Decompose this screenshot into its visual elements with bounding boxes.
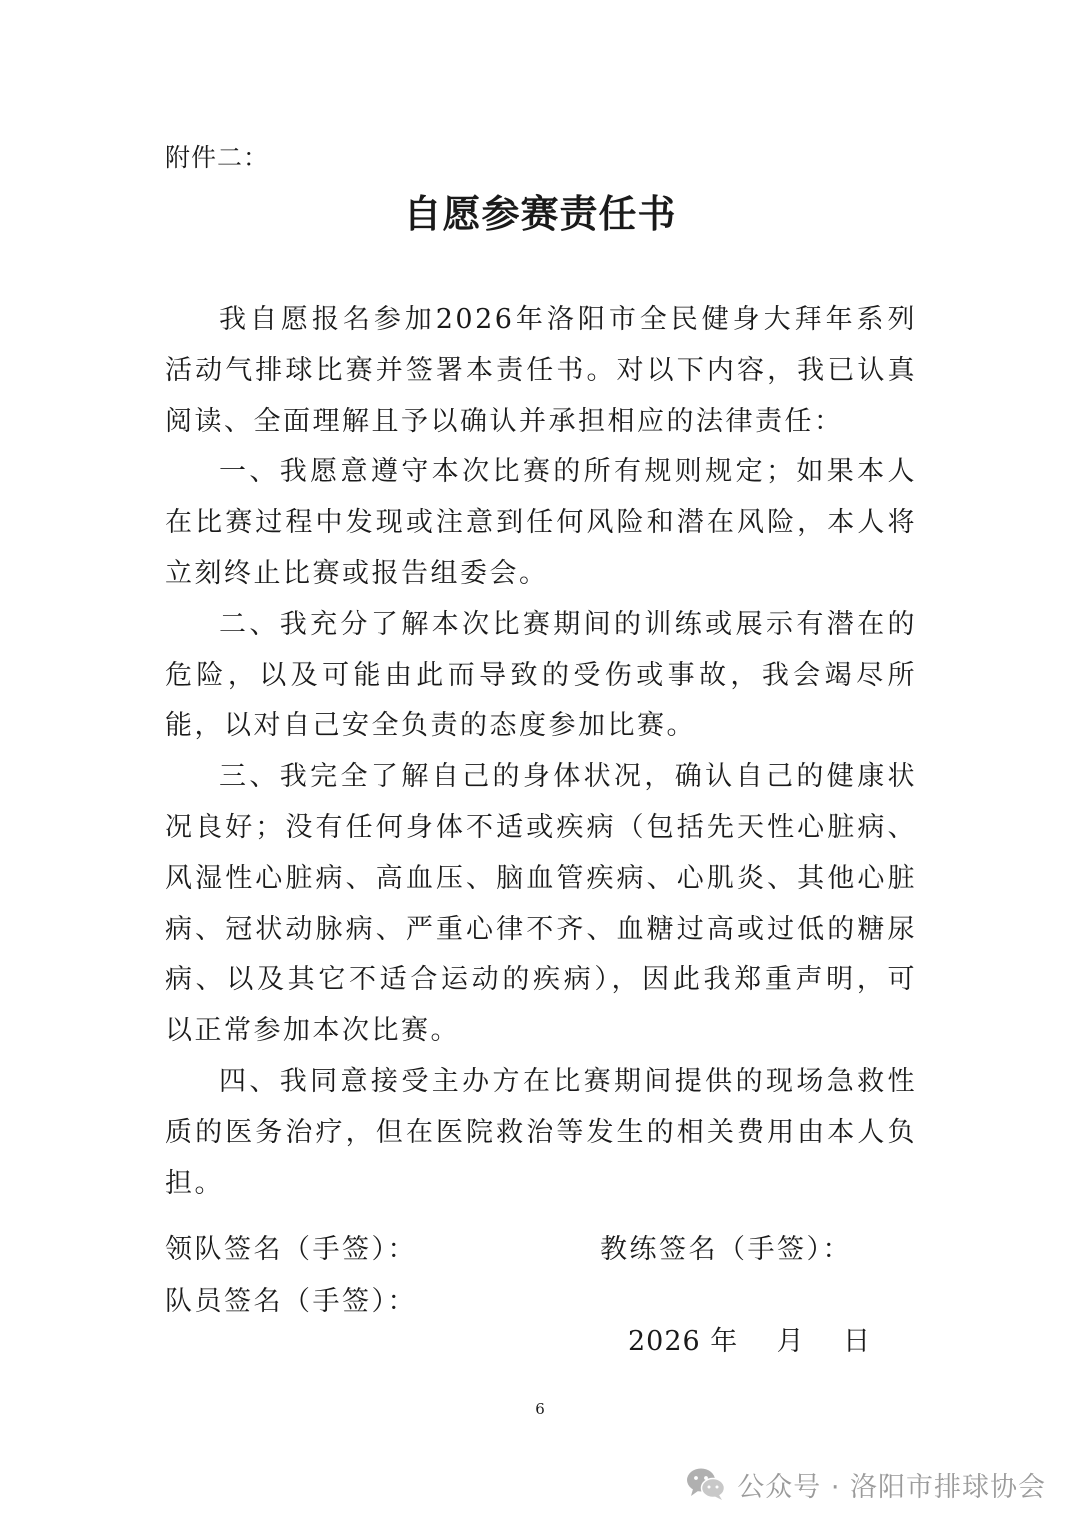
clause-four: 四、我同意接受主办方在比赛期间提供的现场急救性质的医务治疗，但在医院救治等发生的相关费用由本人负担。 [165,1065,917,1199]
player-signature-label: 队员签名（手签）： [165,1286,417,1317]
wechat-watermark [685,1462,1046,1506]
page-number: 6 [535,1400,545,1418]
clause-three: 三、我完全了解自己的身体状况，确认自己的健康状况良好；没有任何身体不适或疾病（包括先天性心脏病、风湿性心脏病、高血压、脑血管疾病、心肌炎、其他心脏病、冠状动脉病、严重心律不齐、血糖过高或过低的糖尿病、以及其它不适合运动的疾病），因此我郑重声明，可以正常参加本次比赛。 [165,761,917,1047]
leader-signature-label: 领队签名（手签）： [165,1234,417,1265]
clause-two: 二、我充分了解本次比赛期间的训练或展示有潜在的危险，以及可能由此而导致的受伤或事故，我会竭尽所能，以对自己安全负责的态度参加比赛。 [165,608,917,742]
watermark-text: 公众号 · 洛阳市排球协会 [737,1471,1046,1503]
document-body [165,295,917,1209]
attachment-label: 附件二： [165,143,270,172]
wechat-icon [685,1466,727,1502]
intro-paragraph: 我自愿报名参加2026年洛阳市全民健身大拜年系列活动气排球比赛并签署本责任书。对以下内容，我已认真阅读、全面理解且予以确认并承担相应的法律责任： [165,304,917,437]
document-title: 自愿参赛责任书 [403,191,677,236]
date-line: 2026 年 月 日 [628,1326,871,1357]
coach-signature-label: 教练签名（手签）： [600,1234,852,1265]
clause-one: 一、我愿意遵守本次比赛的所有规则规定；如果本人在比赛过程中发现或注意到任何风险和潜在风险，本人将立刻终止比赛或报告组委会。 [165,456,917,589]
